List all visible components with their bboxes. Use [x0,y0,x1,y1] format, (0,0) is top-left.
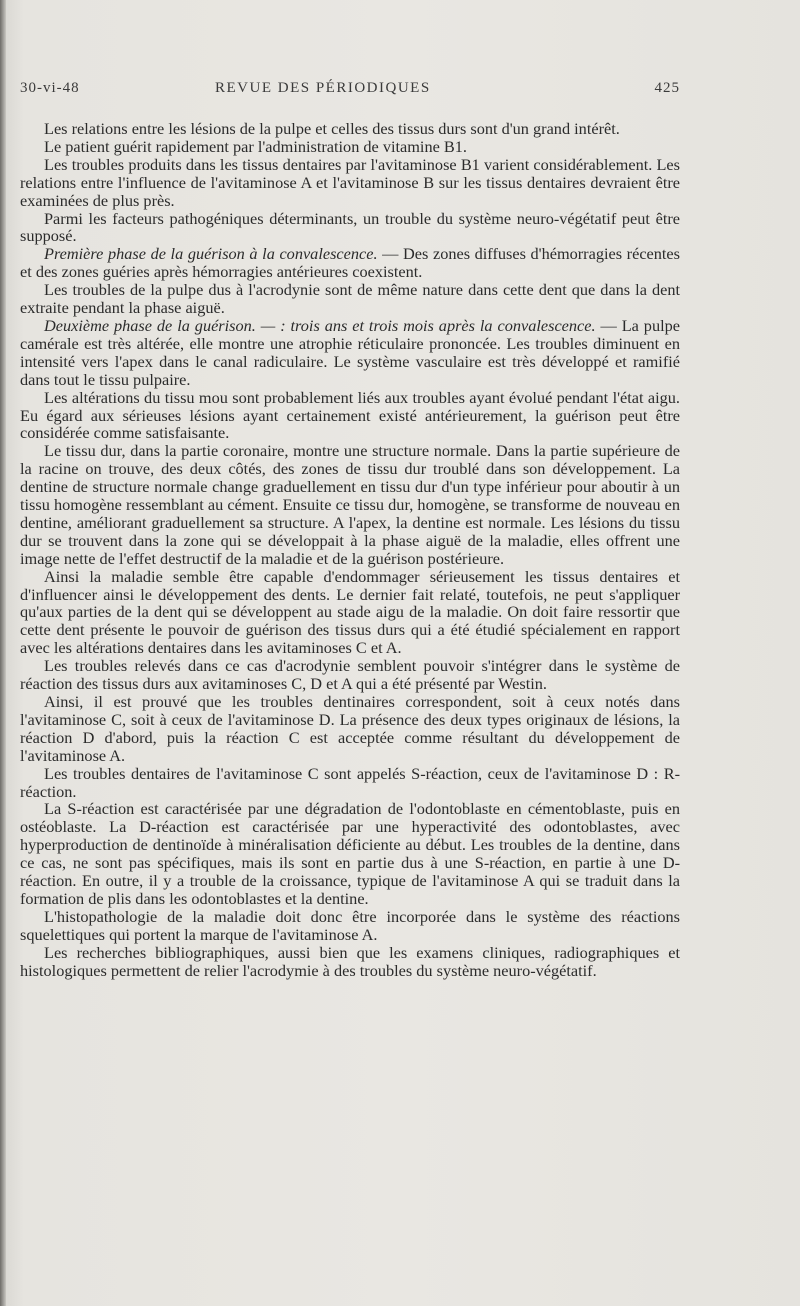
paragraph: Les altérations du tissu mou sont probablement liés aux troubles ayant évolué pendant l'état aigu. Eu égard aux sérieuses lésions ayant certainement existé antérieurement, la guérison peut être considérée comme satisfaisante. [20,387,680,443]
section-heading: Deuxième phase de la guérison. — : trois ans et trois mois après la convalescence. [44,315,596,335]
page-spine-shadow [0,0,6,1306]
paragraph: Les troubles relevés dans ce cas d'acrodynie semblent pouvoir s'intégrer dans le système de réaction des tissus durs aux avitaminoses C, D et A qui a été présenté par Westin. [20,656,680,694]
paragraph: Le tissu dur, dans la partie coronaire, montre une structure normale. Dans la partie supérieure de la racine on trouve, des deux côtés, des zones de tissu dur troublé dans son développement. La dentine de structure normale change graduellement en tissu dur d'un type inférieur pour aboutir à un tissu homogène ressemblant au cément. Ensuite ce tissu dur, homogène, se transforme de nouveau en dentine, améliorant graduellement sa structure. A l'apex, la dentine est normale. Les lésions du tissu dur se trouvent dans la zone qui se développait à la phase aiguë de la maladie, elles offrent une image nette de l'effet destructif de la maladie et de la guérison postérieure. [20,441,680,568]
header-journal-title: REVUE DES PÉRIODIQUES [215,80,431,96]
paragraph: Première phase de la guérison à la convalescence. — Des zones diffuses d'hémorragies récentes et des zones guéries après hémorragies antérieures coexistent. [20,244,680,282]
paragraph: Les troubles produits dans les tissus dentaires par l'avitaminose B1 varient considérablement. Les relations entre l'influence de l'avitaminose A et l'avitaminose B sur les tissus dentaires devraient être examinées de plus près. [20,154,680,210]
paragraph: L'histopathologie de la maladie doit donc être incorporée dans le système des réactions squelettiques qui portent la marque de l'avitaminose A. [20,906,680,944]
page-number: 425 [654,80,680,96]
paragraph: Ainsi la maladie semble être capable d'endommager sérieusement les tissus dentaires et d'influencer ainsi le développement des dents. Le dernier fait relaté, toutefois, ne peut s'appliquer qu'aux parties de la dent qui se développent au stade aigu de la maladie. On doit faire ressortir que cette dent présente le pouvoir de guérison des tissus durs qui a été étudié spécialement en rapport avec les altérations dentaires dans les avitaminoses C et A. [20,566,680,658]
paragraph: La S-réaction est caractérisée par une dégradation de l'odontoblaste en cémentoblaste, puis en ostéoblaste. La D-réaction est caractérisée par une hyperactivité des odontoblastes, avec hyperproduction de dentinoïde à minéralisation déficiente au début. Les troubles de la dentine, dans ce cas, ne sont pas spécifiques, mais ils sont en partie dus à une S-réaction, en partie à une D-réaction. En outre, il y a trouble de la croissance, typique de l'avitaminose A qui se traduit dans la formation de plis dans les odontoblastes et la dentine. [20,799,680,908]
article-body [20,120,680,980]
paragraph: Le patient guérit rapidement par l'administration de vitamine B1. [44,136,467,156]
section-heading: Première phase de la guérison à la convalescence. [44,244,378,264]
paragraph: Parmi les facteurs pathogéniques déterminants, un trouble du système neuro-végétatif peut être supposé. [20,208,680,246]
header-date: 30-vi-48 [20,80,80,96]
running-header [20,80,680,100]
paragraph: Les relations entre les lésions de la pulpe et celles des tissus durs sont d'un grand intérêt. [44,119,620,138]
paragraph: Les troubles dentaires de l'avitaminose C sont appelés S-réaction, ceux de l'avitaminose D : R-réaction. [20,763,680,801]
paragraph: Ainsi, il est prouvé que les troubles dentinaires correspondent, soit à ceux notés dans l'avitaminose C, soit à ceux de l'avitaminose D. La présence des deux types originaux de lésions, la réaction D d'abord, puis la réaction C est acceptée comme résultant du développement de l'avitaminose A. [20,692,680,765]
paragraph: Les recherches bibliographiques, aussi bien que les examens cliniques, radiographiques et histologiques permettent de relier l'acrodymie à des troubles du système neuro-végétatif. [20,942,680,980]
paragraph: Deuxième phase de la guérison. — : trois ans et trois mois après la convalescence. — La pulpe camérale est très altérée, elle montre une atrophie réticulaire prononcée. Les troubles diminuent en intensité vers l'apex dans le canal radiculaire. Le système vasculaire est très développé et ramifié dans tout le tissu pulpaire. [20,315,680,389]
paragraph: Les troubles de la pulpe dus à l'acrodynie sont de même nature dans cette dent que dans la dent extraite pendant la phase aiguë. [20,280,680,318]
